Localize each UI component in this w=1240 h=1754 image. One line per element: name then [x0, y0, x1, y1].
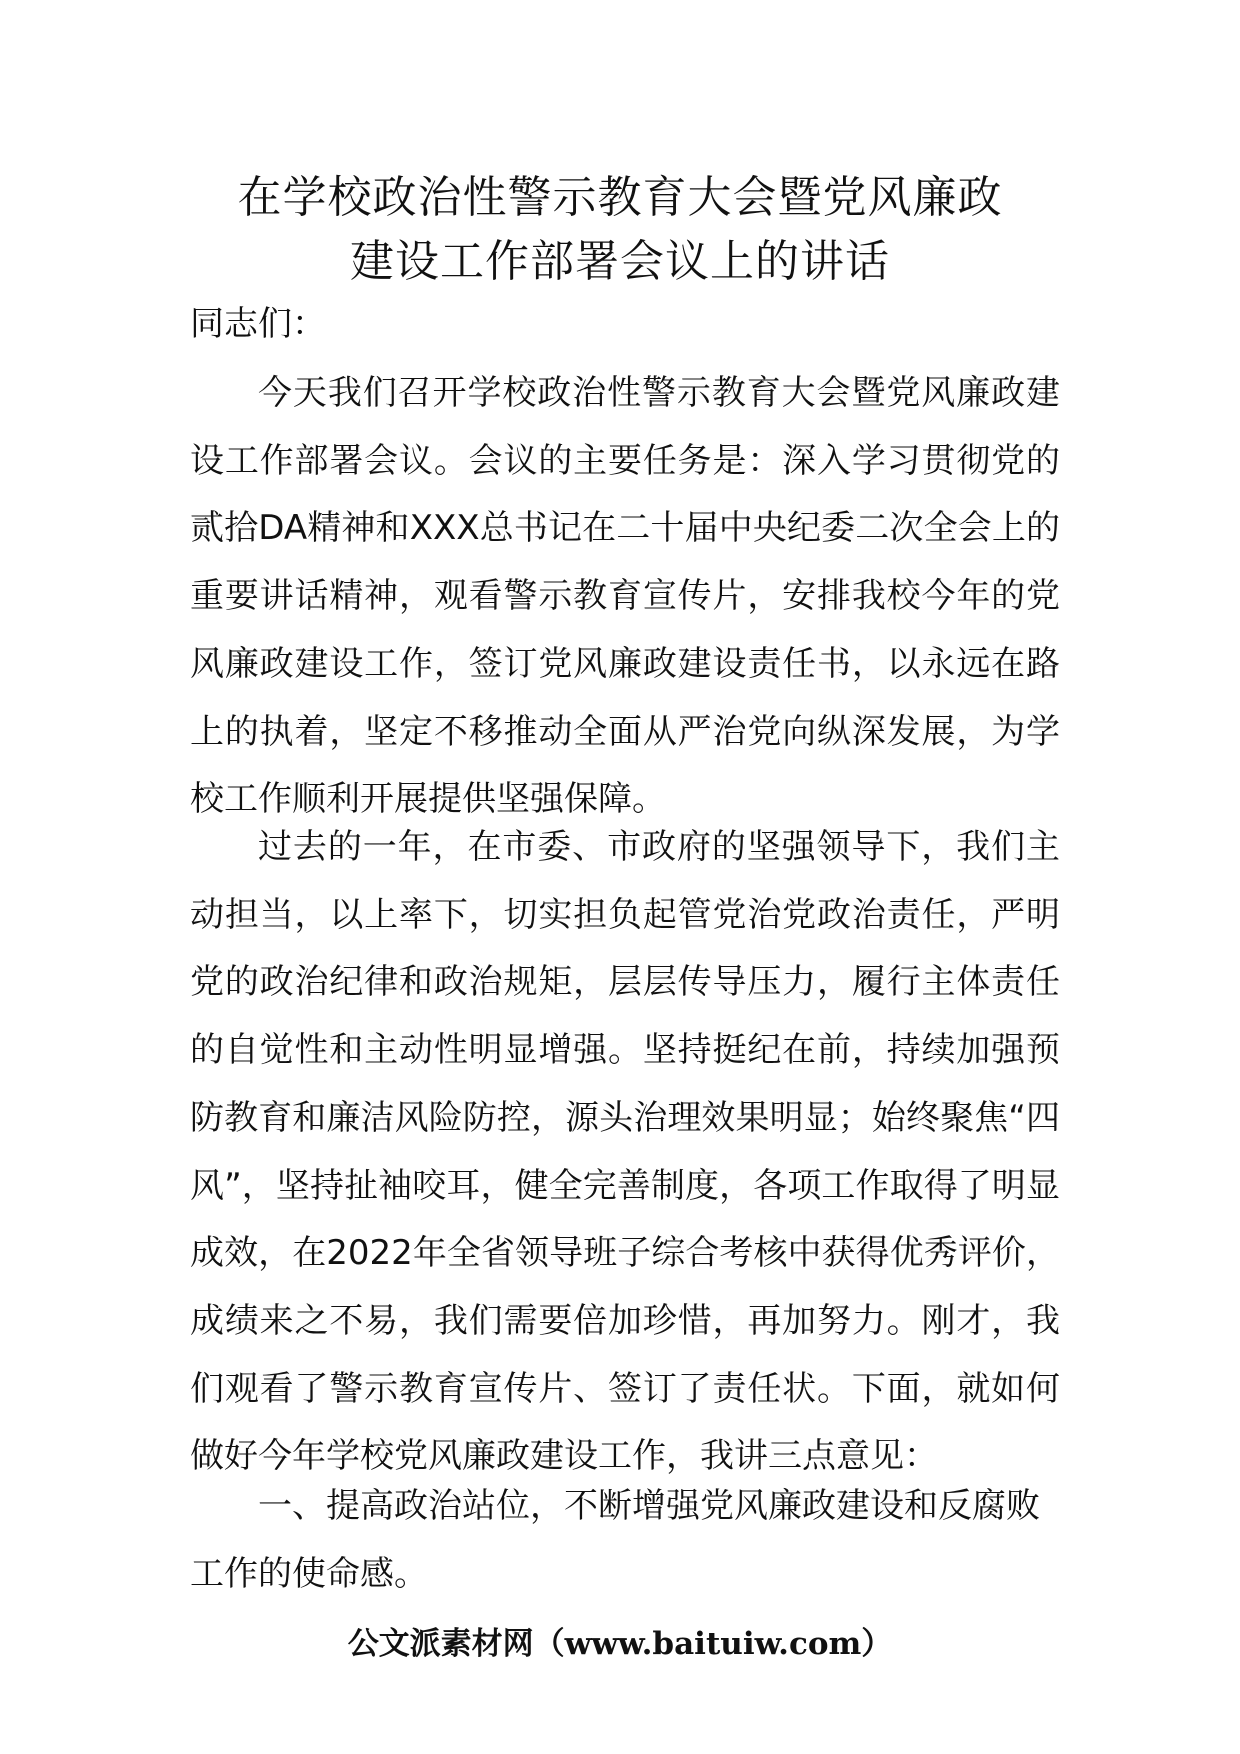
- document-title-line-2: 建设工作部署会议上的讲话: [350, 236, 890, 287]
- document-title-line-1: 在学校政治性警示教育大会暨党风廉政: [237, 172, 1003, 223]
- paragraph-2: 过去的一年，在市委、市政府的坚强领导下，我们主动担当，以上率下，切实担负起管党治党政治责任，严明党的政治纪律和政治规矩，层层传导压力，履行主体责任的自觉性和主动性明显增强。坚持挺纪在前，持续加强预防教育和廉洁风险防控，源头治理效果明显；始终聚焦“四风”，坚持扯袖咬耳，健全完善制度，各项工作取得了明显成效，在2022年全省领导班子综合考核中获得优秀评价，成绩来之不易，我们需要倍加珍惜，再加努力。刚才，我们观看了警示教育宣传片、签订了责任状。下面，就如何做好今年学校党风廉政建设工作，我讲三点意见：: [190, 827, 1060, 1477]
- footer-watermark: 公文派素材网（www.baituiw.com）: [347, 1626, 893, 1662]
- paragraph-1: 今天我们召开学校政治性警示教育大会暨党风廉政建设工作部署会议。会议的主要任务是：深入学习贯彻党的贰拾DA精神和XXX总书记在二十届中央纪委二次全会上的重要讲话精神，观看警示教育宣传片，安排我校今年的党风廉政建设工作，签订党风廉政建设责任书，以永远在路上的执着，坚定不移推动全面从严治党向纵深发展，为学校工作顺利开展提供坚强保障。: [190, 373, 1060, 820]
- section-heading-1: 一、提高政治站位，不断增强党风廉政建设和反腐败工作的使命感。: [190, 1486, 1040, 1594]
- greeting: 同志们：: [190, 304, 326, 344]
